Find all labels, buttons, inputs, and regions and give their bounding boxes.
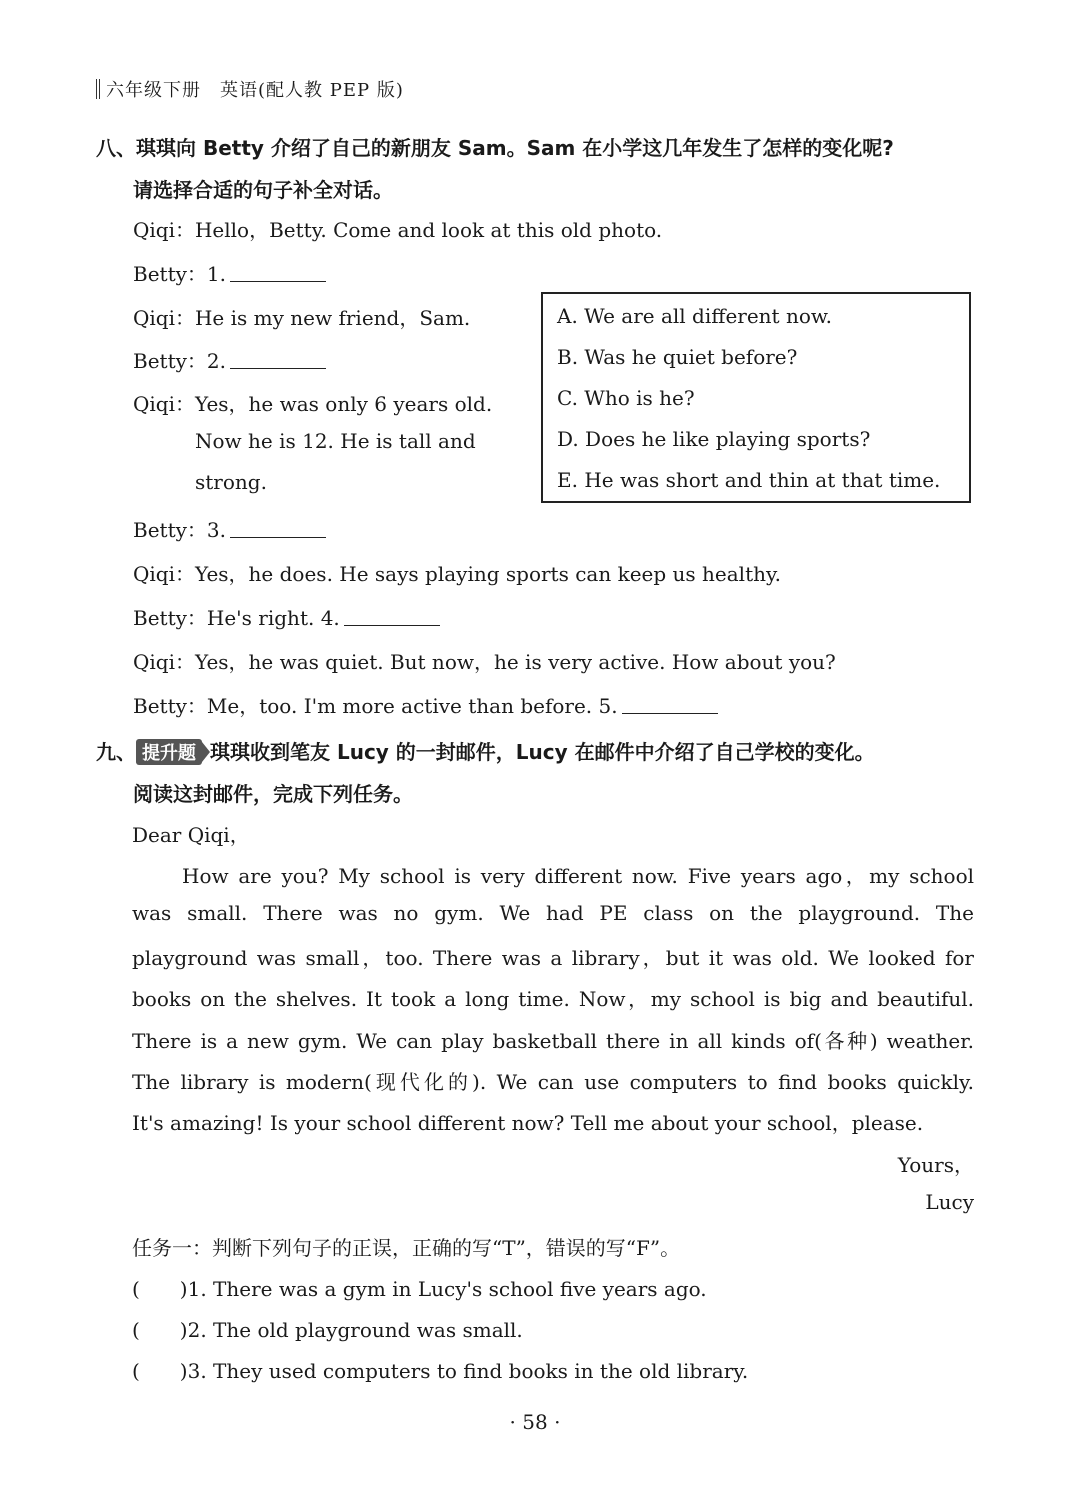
email-greeting: Dear Qiqi， [132, 823, 250, 847]
page-header [96, 76, 404, 102]
dialog-line-11: Qiqi：Yes，he was quiet. But now，he is very active. How about you? [133, 650, 836, 674]
header-text: 六年级下册 英语(配人教 PEP 版) [106, 80, 404, 101]
option-e: E. He was short and thin at that time. [557, 468, 941, 492]
answer-blank-3[interactable] [230, 521, 326, 538]
task1-title: 任务一：判断下列句子的正误，正确的写“T”，错误的写“F”。 [132, 1236, 681, 1260]
dialog-line-4 [133, 345, 326, 374]
email-closing: Yours， [897, 1153, 974, 1177]
dialog-line-3: Qiqi：He is my new friend，Sam. [133, 306, 471, 330]
answer-blank-2[interactable] [230, 352, 326, 369]
dialog-line-1: Qiqi：Hello，Betty. Come and look at this old photo. [133, 218, 663, 242]
dialog-line-10 [133, 602, 440, 631]
option-c: C. Who is he? [557, 386, 695, 410]
dialog-line-8-text: Betty：3. [133, 518, 226, 542]
answer-blank-1[interactable] [230, 265, 326, 282]
q9-prefix: 九、 [96, 740, 136, 764]
dialog-line-12 [133, 690, 718, 719]
options-box [541, 292, 971, 503]
email-body-line-2: was small. There was no gym. We had PE class on the playground. The [132, 901, 974, 925]
answer-blank-4[interactable] [344, 609, 440, 626]
q8-title-line1: 八、琪琪向 Betty 介绍了自己的新朋友 Sam。Sam 在小学这几年发生了怎样的变化呢? [96, 136, 894, 160]
dialog-line-2-text: Betty：1. [133, 262, 226, 286]
q9-title-line1 [96, 736, 875, 765]
email-body-line-3: playground was small，too. There was a library，but it was old. We looked for [132, 946, 974, 970]
option-a: A. We are all different now. [557, 304, 832, 328]
email-body-line-1: How are you? My school is very different now. Five years ago，my school [182, 864, 974, 888]
dialog-line-6: Now he is 12. He is tall and [195, 429, 476, 453]
dialog-line-2 [133, 258, 326, 287]
dialog-line-10-text: Betty：He's right. 4. [133, 606, 340, 630]
dialog-line-12-text: Betty：Me，too. I'm more active than before. 5. [133, 694, 618, 718]
option-d: D. Does he like playing sports? [557, 427, 871, 451]
task1-item-1: ( )1. There was a gym in Lucy's school five years ago. [132, 1277, 707, 1301]
email-body-line-6: The library is modern(现代化的). We can use computers to find books quickly. [132, 1070, 974, 1094]
dialog-line-4-text: Betty：2. [133, 349, 226, 373]
email-body-line-4: books on the shelves. It took a long time. Now，my school is big and beautiful. [132, 987, 974, 1011]
task1-item-3: ( )3. They used computers to find books in the old library. [132, 1359, 749, 1383]
header-bar [96, 79, 100, 99]
dialog-line-5: Qiqi：Yes，he was only 6 years old. [133, 392, 493, 416]
q9-level-tag: 提升题 [136, 739, 202, 765]
option-b: B. Was he quiet before? [557, 345, 798, 369]
q9-title-line2: 阅读这封邮件，完成下列任务。 [133, 782, 413, 806]
email-body-line-7: It's amazing! Is your school different now? Tell me about your school，please. [132, 1111, 924, 1135]
task1-item-2: ( )2. The old playground was small. [132, 1318, 523, 1342]
q9-title-text: 琪琪收到笔友 Lucy 的一封邮件，Lucy 在邮件中介绍了自己学校的变化。 [210, 740, 875, 764]
email-signature: Lucy [925, 1190, 974, 1214]
email-body-line-5: There is a new gym. We can play basketball there in all kinds of(各种) weather. [132, 1029, 974, 1053]
answer-blank-5[interactable] [622, 697, 718, 714]
dialog-line-9: Qiqi：Yes，he does. He says playing sports can keep us healthy. [133, 562, 781, 586]
dialog-line-7: strong. [195, 470, 267, 494]
dialog-line-8 [133, 514, 326, 543]
q8-title-line2: 请选择合适的句子补全对话。 [133, 178, 393, 202]
page-number: · 58 · [509, 1410, 561, 1434]
